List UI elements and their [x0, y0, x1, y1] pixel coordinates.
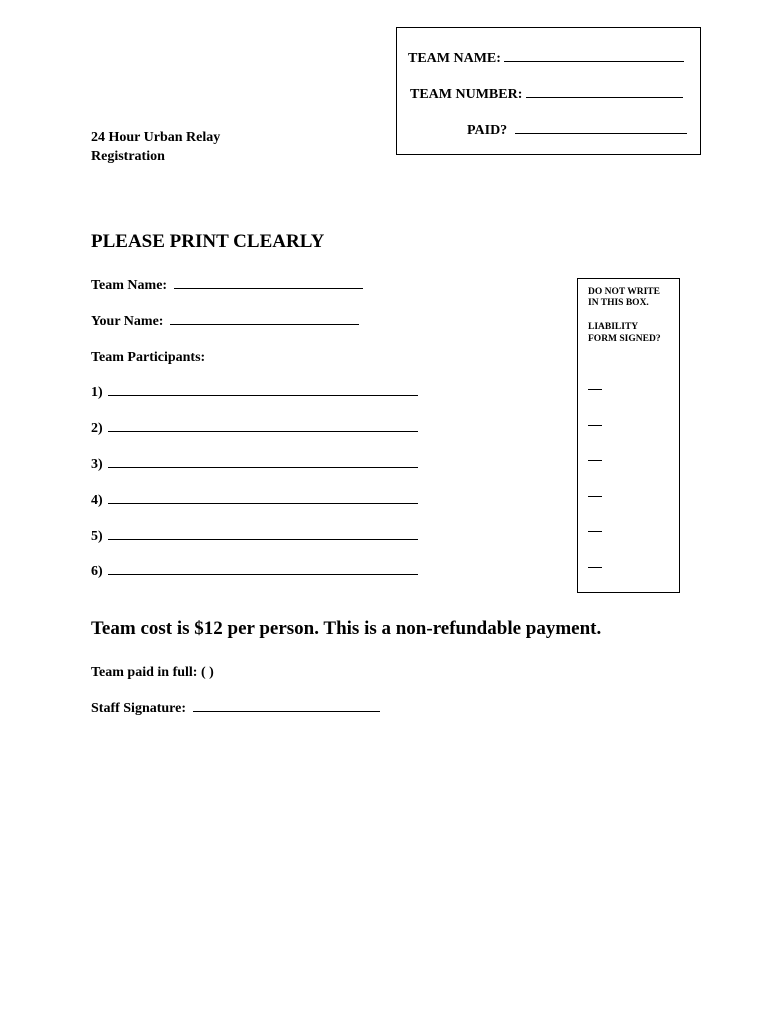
participant-row-3	[91, 457, 418, 473]
event-title-line1: 24 Hour Urban Relay	[91, 130, 221, 145]
liability-check-4[interactable]	[588, 496, 602, 497]
participant-number: 1)	[91, 385, 103, 400]
your-name-row	[91, 314, 359, 330]
office-team-number-row	[410, 87, 683, 103]
cost-statement: Team cost is $12 per person. This is a non-refundable payment.	[91, 618, 602, 639]
participant-row-4	[91, 493, 418, 509]
participant-number: 2)	[91, 421, 103, 436]
staff-box-line2: IN THIS BOX.	[588, 298, 649, 308]
your-name-field[interactable]	[170, 323, 359, 325]
participant-field[interactable]	[108, 394, 418, 396]
participant-row-5	[91, 529, 418, 545]
participant-number: 5)	[91, 529, 103, 544]
participant-row-1	[91, 385, 418, 401]
staff-box-line1: DO NOT WRITE	[588, 287, 660, 297]
staff-only-box	[577, 278, 680, 593]
participant-row-2	[91, 421, 418, 437]
liability-check-6[interactable]	[588, 567, 602, 568]
office-team-number-field[interactable]	[526, 96, 683, 98]
participant-row-6	[91, 564, 418, 580]
office-team-name-row	[408, 51, 684, 67]
participant-field[interactable]	[108, 502, 418, 504]
staff-signature-field[interactable]	[193, 710, 380, 712]
liability-check-5[interactable]	[588, 531, 602, 532]
liability-check-2[interactable]	[588, 425, 602, 426]
office-team-number-label: TEAM NUMBER:	[410, 87, 523, 102]
team-name-row	[91, 278, 363, 294]
participants-label: Team Participants:	[91, 350, 206, 365]
participant-field[interactable]	[108, 573, 418, 575]
paid-in-full-label[interactable]: Team paid in full: ( )	[91, 665, 214, 680]
print-clearly-heading: PLEASE PRINT CLEARLY	[91, 231, 325, 252]
staff-signature-row	[91, 701, 380, 717]
participant-number: 3)	[91, 457, 103, 472]
office-team-name-label: TEAM NAME:	[408, 51, 501, 66]
liability-check-3[interactable]	[588, 460, 602, 461]
office-paid-label: PAID?	[467, 123, 508, 138]
participant-field[interactable]	[108, 466, 418, 468]
event-title-line2: Registration	[91, 149, 165, 164]
office-use-box	[396, 27, 701, 155]
liability-check-1[interactable]	[588, 389, 602, 390]
your-name-label: Your Name:	[91, 314, 164, 329]
team-name-field[interactable]	[174, 287, 363, 289]
participant-field[interactable]	[108, 430, 418, 432]
staff-signature-label: Staff Signature:	[91, 701, 187, 716]
staff-box-line4: FORM SIGNED?	[588, 334, 661, 344]
participant-field[interactable]	[108, 538, 418, 540]
office-team-name-field[interactable]	[504, 60, 684, 62]
office-paid-field[interactable]	[515, 132, 687, 134]
staff-box-line3: LIABILITY	[588, 322, 639, 332]
team-name-label: Team Name:	[91, 278, 168, 293]
participant-number: 4)	[91, 493, 103, 508]
participant-number: 6)	[91, 564, 103, 579]
event-title	[91, 128, 220, 166]
office-paid-row	[467, 123, 687, 139]
